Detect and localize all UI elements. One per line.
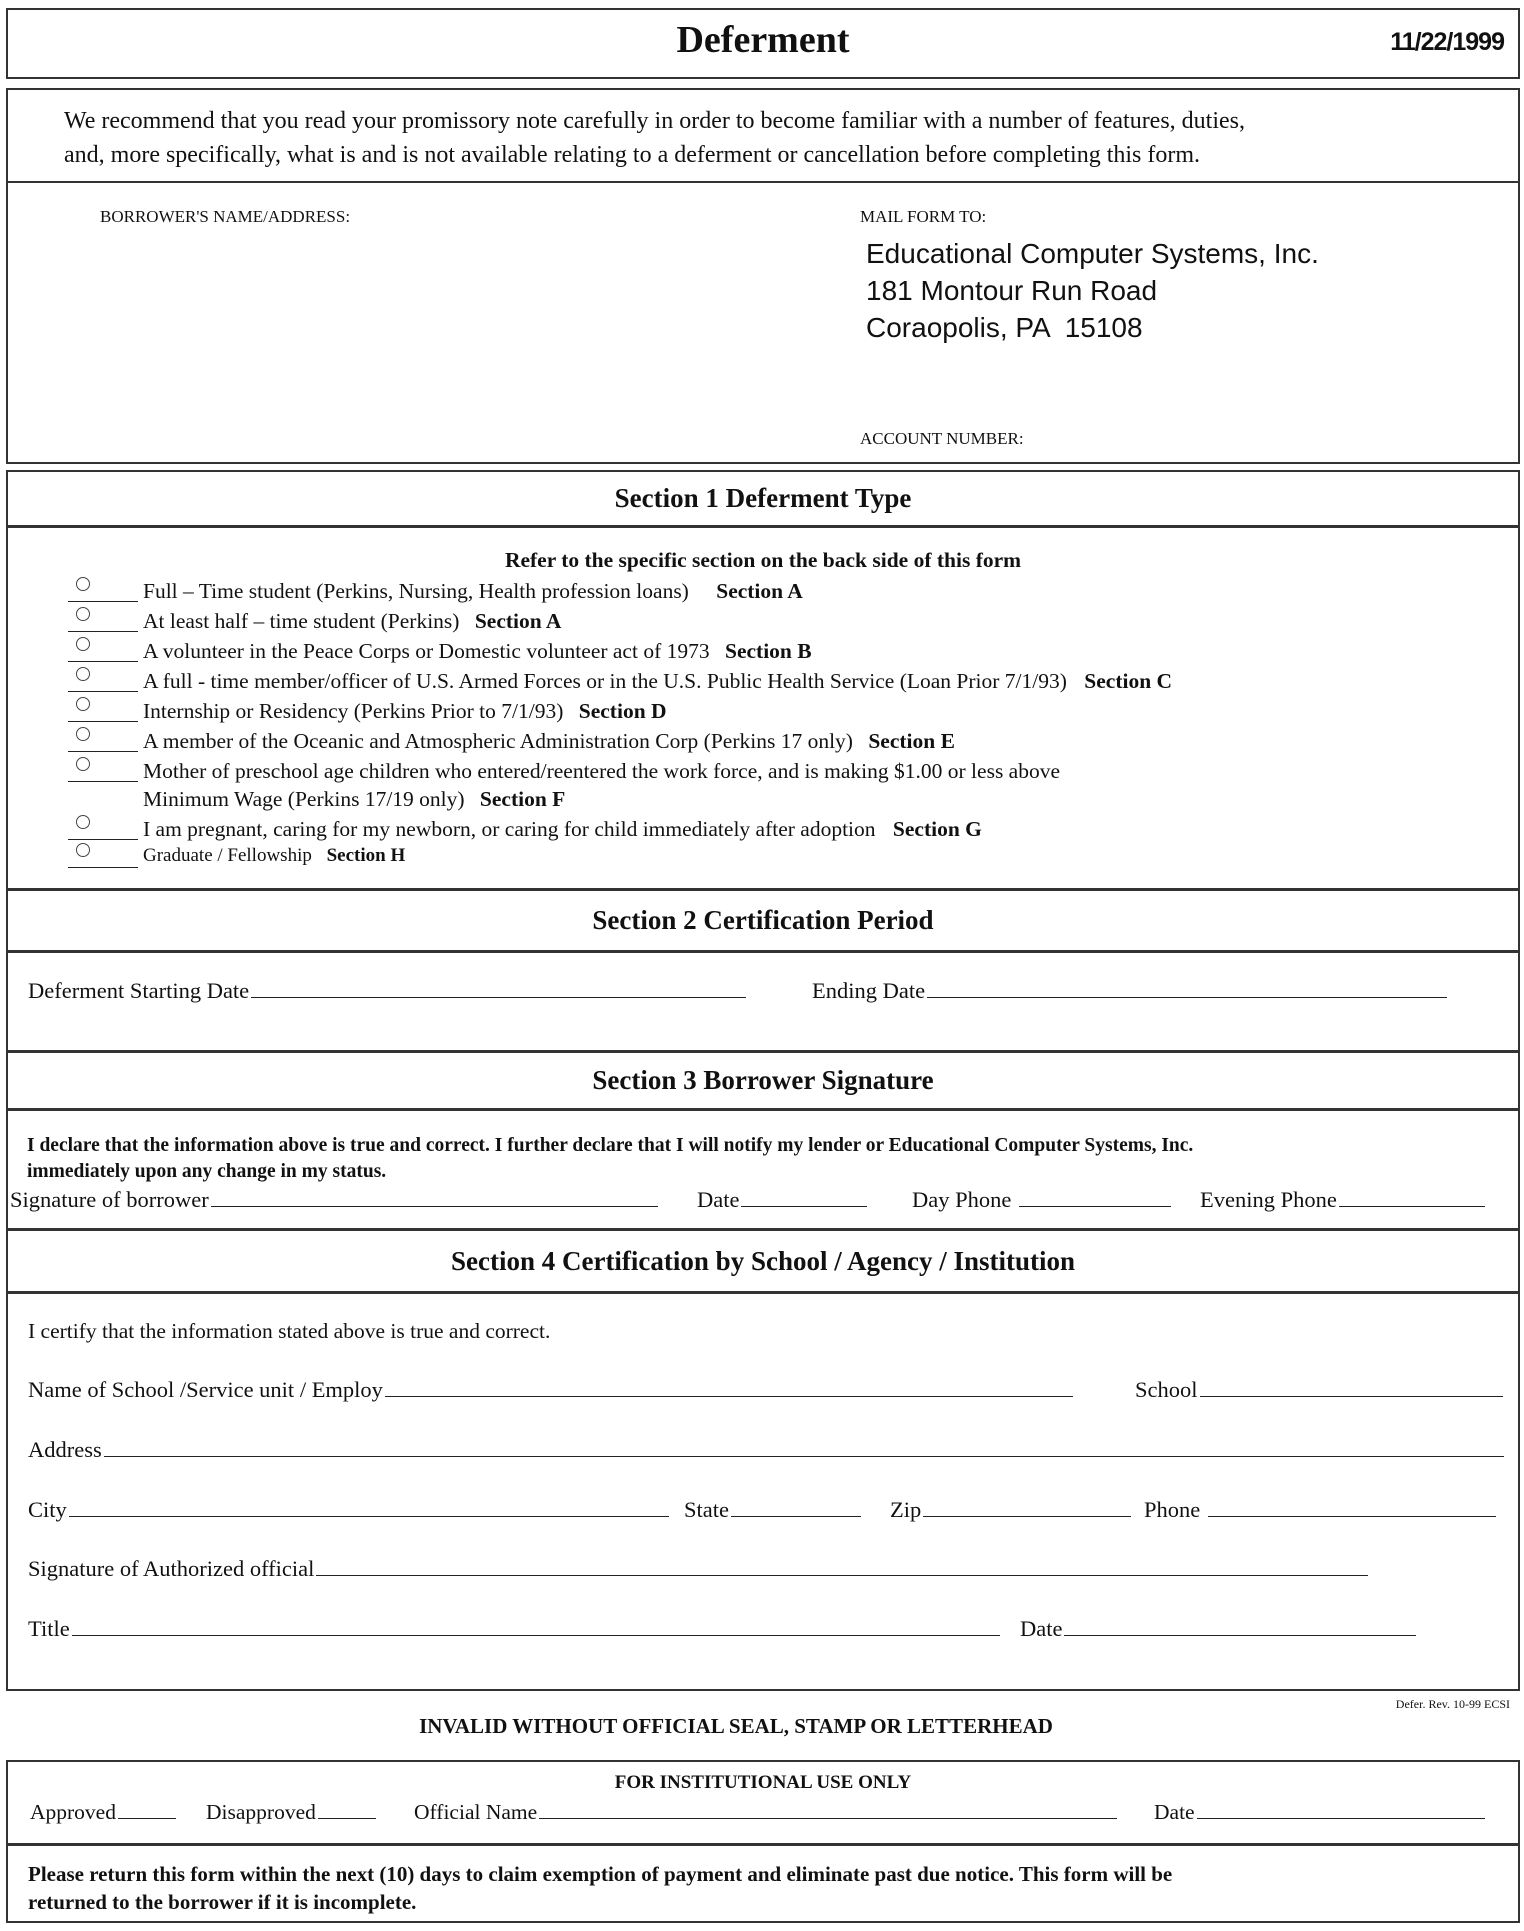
account-number-label: ACCOUNT NUMBER: xyxy=(860,429,1024,448)
radio-icon[interactable] xyxy=(76,727,90,741)
deferment-option-graduate[interactable] xyxy=(68,845,405,867)
section2-header xyxy=(6,889,1520,952)
option-section: Section A xyxy=(716,579,803,603)
institution-date-label: Date xyxy=(1154,1800,1195,1824)
radio-icon[interactable] xyxy=(76,757,90,771)
authorized-signature-field[interactable] xyxy=(28,1556,1370,1582)
option-label: At least half – time student (Perkins) xyxy=(143,609,460,633)
option-section: Section H xyxy=(326,845,406,866)
school-field[interactable] xyxy=(1135,1377,1505,1403)
option-label: A member of the Oceanic and Atmospheric Administration Corp (Perkins 17 only) xyxy=(143,729,853,753)
option-label: Internship or Residency (Perkins Prior to 7/1/93) xyxy=(143,699,564,723)
city-field[interactable] xyxy=(28,1497,671,1523)
form-date: 11/22/1999 xyxy=(1390,28,1504,56)
declaration-line-1: I declare that the information above is true and correct. I further declare that I will notify my lender or Educational Computer Systems, Inc. xyxy=(27,1135,1194,1156)
official-date-line[interactable] xyxy=(1064,1634,1416,1636)
section4-title: Section 4 Certification by School / Agency / Institution xyxy=(450,1246,1075,1276)
option-section: Section E xyxy=(868,729,955,753)
intro-line-2: and, more specifically, what is and is not available relating to a deferment or cancellation before completing this form. xyxy=(64,142,1201,168)
borrower-date-line[interactable] xyxy=(741,1205,867,1207)
institutional-title: FOR INSTITUTIONAL USE ONLY xyxy=(614,1772,912,1793)
deferment-option-armed-forces[interactable] xyxy=(68,669,1172,694)
deferment-option-mother[interactable] xyxy=(68,759,1060,784)
return-notice-line-2: returned to the borrower if it is incomplete. xyxy=(28,1890,417,1914)
official-date-label: Date xyxy=(1020,1616,1063,1641)
deferment-option-full-time[interactable] xyxy=(68,579,803,604)
section2-title: Section 2 Certification Period xyxy=(592,905,934,935)
mail-address-line-3: Coraopolis, PA 15108 xyxy=(866,312,1143,343)
section1-body xyxy=(6,526,1520,890)
state-line[interactable] xyxy=(731,1515,861,1517)
section1-header xyxy=(6,470,1520,527)
zip-field[interactable] xyxy=(890,1497,1133,1523)
approved-line[interactable] xyxy=(118,1817,176,1819)
borrower-signature-label: Signature of borrower xyxy=(10,1187,209,1212)
option-section: Section G xyxy=(892,817,982,841)
radio-icon[interactable] xyxy=(76,697,90,711)
school-line[interactable] xyxy=(1200,1395,1503,1397)
section1-title: Section 1 Deferment Type xyxy=(614,483,912,513)
borrower-signature-line[interactable] xyxy=(211,1205,658,1207)
option-label: Graduate / Fellowship xyxy=(143,845,312,866)
zip-label: Zip xyxy=(890,1497,922,1522)
borrower-date-field[interactable] xyxy=(697,1187,869,1213)
option-label: Full – Time student (Perkins, Nursing, Health profession loans) xyxy=(143,579,689,603)
intro-line-1: We recommend that you read your promissory note carefully in order to become familiar with a number of features, duties, xyxy=(64,108,1246,134)
certify-text: I certify that the information stated above is true and correct. xyxy=(28,1319,551,1343)
deferment-option-internship[interactable] xyxy=(68,699,667,724)
section1-subtitle: Refer to the specific section on the back side of this form xyxy=(504,548,1022,572)
title-line[interactable] xyxy=(72,1634,1000,1636)
borrower-signature-field[interactable] xyxy=(10,1187,660,1213)
start-date-line[interactable] xyxy=(251,996,746,998)
city-label: City xyxy=(28,1497,67,1522)
borrower-name-label: BORROWER'S NAME/ADDRESS: xyxy=(100,207,351,226)
mail-address-line-2: 181 Montour Run Road xyxy=(866,275,1158,306)
phone-label: Phone xyxy=(1144,1497,1201,1522)
section3-body xyxy=(6,1109,1520,1230)
day-phone-label: Day Phone xyxy=(912,1187,1012,1212)
radio-icon[interactable] xyxy=(76,843,90,857)
deferment-option-half-time[interactable] xyxy=(68,609,561,634)
end-date-label: Ending Date xyxy=(812,978,926,1003)
option-section: Section A xyxy=(474,609,562,633)
institution-date-field[interactable] xyxy=(1154,1800,1487,1825)
disapproved-line[interactable] xyxy=(318,1817,376,1819)
borrower-date-label: Date xyxy=(697,1187,740,1212)
radio-icon[interactable] xyxy=(76,815,90,829)
evening-phone-line[interactable] xyxy=(1339,1205,1485,1207)
declaration-line-2: immediately upon any change in my status. xyxy=(27,1161,387,1182)
disapproved-label: Disapproved xyxy=(206,1800,316,1824)
form-title: Deferment xyxy=(676,19,850,61)
state-field[interactable] xyxy=(684,1497,863,1523)
title-label: Title xyxy=(28,1616,70,1641)
deferment-option-oceanic[interactable] xyxy=(68,729,955,754)
state-label: State xyxy=(684,1497,729,1522)
return-notice-line-1: Please return this form within the next (10) days to claim exemption of payment and eliminate past due notice. This form will be xyxy=(28,1862,1173,1886)
evening-phone-field[interactable] xyxy=(1200,1187,1487,1213)
official-name-line[interactable] xyxy=(539,1817,1117,1819)
approved-field[interactable] xyxy=(30,1800,178,1825)
school-name-line[interactable] xyxy=(385,1395,1073,1397)
day-phone-line[interactable] xyxy=(1019,1205,1171,1207)
phone-field[interactable] xyxy=(1144,1497,1498,1523)
deferment-option-pregnant[interactable] xyxy=(68,817,982,842)
title-field[interactable] xyxy=(28,1616,1002,1642)
revision-note: Defer. Rev. 10-99 ECSI xyxy=(1395,1697,1510,1711)
option-label: A volunteer in the Peace Corps or Domestic volunteer act of 1973 xyxy=(143,639,710,663)
option-label-cont: Minimum Wage (Perkins 17/19 only) xyxy=(143,787,465,811)
title-box xyxy=(6,8,1520,79)
radio-icon[interactable] xyxy=(76,637,90,651)
phone-line[interactable] xyxy=(1208,1515,1496,1517)
zip-line[interactable] xyxy=(923,1515,1131,1517)
section4-body xyxy=(6,1292,1520,1691)
mail-address-line-1: Educational Computer Systems, Inc. xyxy=(866,238,1319,269)
section3-header xyxy=(6,1051,1520,1110)
address-line[interactable] xyxy=(104,1455,1504,1457)
institutional-box xyxy=(6,1760,1520,1845)
return-notice-box xyxy=(6,1844,1520,1923)
school-name-label: Name of School /Service unit / Employ xyxy=(28,1377,383,1402)
disapproved-field[interactable] xyxy=(206,1800,378,1825)
radio-icon[interactable] xyxy=(76,577,90,591)
section2-body xyxy=(6,951,1520,1052)
end-date-line[interactable] xyxy=(927,996,1447,998)
institution-date-line[interactable] xyxy=(1197,1817,1485,1819)
address-field[interactable] xyxy=(28,1437,1506,1463)
address-box xyxy=(6,181,1520,464)
day-phone-field[interactable] xyxy=(912,1187,1173,1213)
start-date-field[interactable] xyxy=(28,978,748,1004)
authorized-signature-line[interactable] xyxy=(316,1574,1368,1576)
start-date-label: Deferment Starting Date xyxy=(28,978,250,1003)
radio-icon[interactable] xyxy=(76,667,90,681)
invalid-notice: INVALID WITHOUT OFFICIAL SEAL, STAMP OR LETTERHEAD xyxy=(419,1714,1053,1738)
deferment-option-mother-cont xyxy=(68,787,565,812)
end-date-field[interactable] xyxy=(812,978,1449,1004)
option-label: A full - time member/officer of U.S. Armed Forces or in the U.S. Public Health Service (Loan Prior 7/1/93) xyxy=(143,669,1067,693)
option-label: Mother of preschool age children who entered/reentered the work force, and is making $1.00 or less above xyxy=(143,759,1061,783)
mail-form-label: MAIL FORM TO: xyxy=(860,207,987,226)
official-name-field[interactable] xyxy=(414,1800,1119,1825)
authorized-signature-label: Signature of Authorized official xyxy=(28,1556,315,1581)
school-label: School xyxy=(1135,1377,1198,1402)
city-line[interactable] xyxy=(69,1515,669,1517)
intro-box xyxy=(6,88,1520,182)
address-label: Address xyxy=(28,1437,102,1462)
option-section: Section D xyxy=(578,699,667,723)
official-name-label: Official Name xyxy=(414,1800,538,1824)
deferment-option-peace-corps[interactable] xyxy=(68,639,812,664)
section3-title: Section 3 Borrower Signature xyxy=(592,1065,934,1095)
radio-icon[interactable] xyxy=(76,607,90,621)
option-section: Section F xyxy=(479,787,566,811)
evening-phone-label: Evening Phone xyxy=(1200,1187,1337,1212)
section4-header xyxy=(6,1229,1520,1293)
official-date-field[interactable] xyxy=(1020,1616,1418,1642)
option-section: Section B xyxy=(725,639,812,663)
option-section: Section C xyxy=(1084,669,1173,693)
school-name-field[interactable] xyxy=(28,1377,1075,1403)
approved-label: Approved xyxy=(30,1800,116,1824)
option-label: I am pregnant, caring for my newborn, or caring for child immediately after adoption xyxy=(143,817,876,841)
